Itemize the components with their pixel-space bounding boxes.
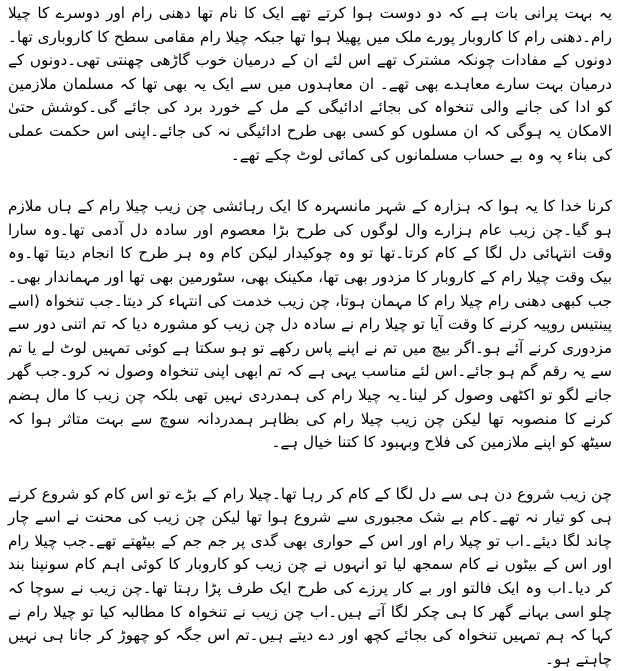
paragraph-3: چن زیب شروع دن ہی سے دل لگا کے کام کر رہا تھا۔چیلا رام کے بڑے تو اس کام کو شروع کرنے ہی کو تیار نہ تھے۔کام بے شک مجبوری سے شروع ہوا تھا لیکن چن زیب کی محنت نے اسے چار چاند لگا دیئے۔اب تو چیلا رام اور اس کے حواری بھی گدی پر جم جم کے بیٹھتے تھے۔جب چیلا رام اور اس کے بیٹوں نے کام سمجھ لیا تو انہوں نے چن زیب کو کاروبار کا کوئی اہم کام سونپنا بند کر دیا۔اب وہ ایک فالتو اور بے کار پرزے کی طرح ایک طرف پڑا رہتا تھا۔چن زیب نے سوچا کہ چلو اسی بہانے گھر کا ہی چکر لگا آتے ہیں۔اب چن زیب نے تنخواہ کا مطالبہ کیا تو چیلا رام نے کہا کہ ہم تمہیں تنخواہ کی بجائے کچھ اور دے دیتے ہیں۔تم اس جگہ کو چھوڑ کر جانا ہی نہیں چاہتے ہو۔: [8, 484, 612, 668]
paragraph-2: کرنا خدا کا یہ ہوا کہ ہزارہ کے شہر مانسہرہ کا ایک رہائشی چن زیب چیلا رام کے ہاں ملازم ہو گیا۔چن زیب عام ہزارے وال لوگوں کی طرح بڑا معصوم اور سادہ دل آدمی تھا۔وہ سارا وقت انتہائی دل لگا کے کام کرتا۔تھا تو وہ چوکیدار لیکن کام وہ ہر طرح کا انجام دیتا تھا۔وہ بیک وقت چیلا رام کے کاروبار کا مزدور بھی تھا، مکینک بھی، سٹورمین بھی تھا اور مہماندار بھی۔جب کبھی دھنی رام چیلا رام کا مہمان ہوتا، چن زیب خدمت کی انتہاء کر دیتا۔جب تنخواہ (اسے پینتیس روپیہ کرنے کا وقت آیا تو چیلا رام نے سادہ دل چن زیب کو مشورہ دیا کہ تم اتنی دور سے مزدوری کرنے آئے ہو۔اگر بیچ میں تم نے اپنے پاس رکھے تو ہو سکتا ہے کوئی تمہیں لوٹ لے یا تم سے یہ رقم گم ہو جائے۔اس لئے مناسب یہی ہے کہ تم ابھی اپنی تنخواہ وصول نہ کرو۔جب گھر جانے لگو تو اکٹھی وصول کر لینا۔یہ چیلا رام کی ہمدردی نہیں تھی بلکہ چن زیب کا مال ہضم کرنے کا منصوبہ تھا لیکن چن زیب چیلا رام کی بظاہر ہمدردانہ سوچ سے بہت متاثر ہوا کہ سیٹھ کو اپنے ملازمین کی فلاح وبہبود کا کتنا خیال ہے۔: [8, 197, 612, 452]
paragraph-1: یہ بہت پرانی بات ہے کہ دو دوست ہوا کرتے تھے ایک کا نام تھا دھنی رام اور دوسرے کا چیلا رام۔دھنی رام کا کاروبار پورے ملک میں پھیلا ہوا تھا جبکہ چیلا رام مقامی سطح کا کاروباری تھا۔دونوں کے مفادات چونکہ مشترک تھے اس لئے ان کے درمیان خوب گاڑھی چھنتی تھی۔دونوں کے درمیان بہت سارے معاہدے بھی تھے۔ ان معاہدوں میں سے ایک یہ بھی تھا کہ مسلمان ملازمین کو ادا کی جانے والی تنخواہ کی بجائے ادائیگی کے مل کے خورد برد کی جائے گی۔کوشش حتیٰ الامکان یہ ہوگی کہ ان مسلوں کو کسی بھی طرح ادائیگی نہ کی جائے۔اپنی اس حکمت عملی کی بناء پہ وہ بے حساب مسلمانوں کی کمائی لوٹ چکے تھے۔: [8, 4, 612, 164]
